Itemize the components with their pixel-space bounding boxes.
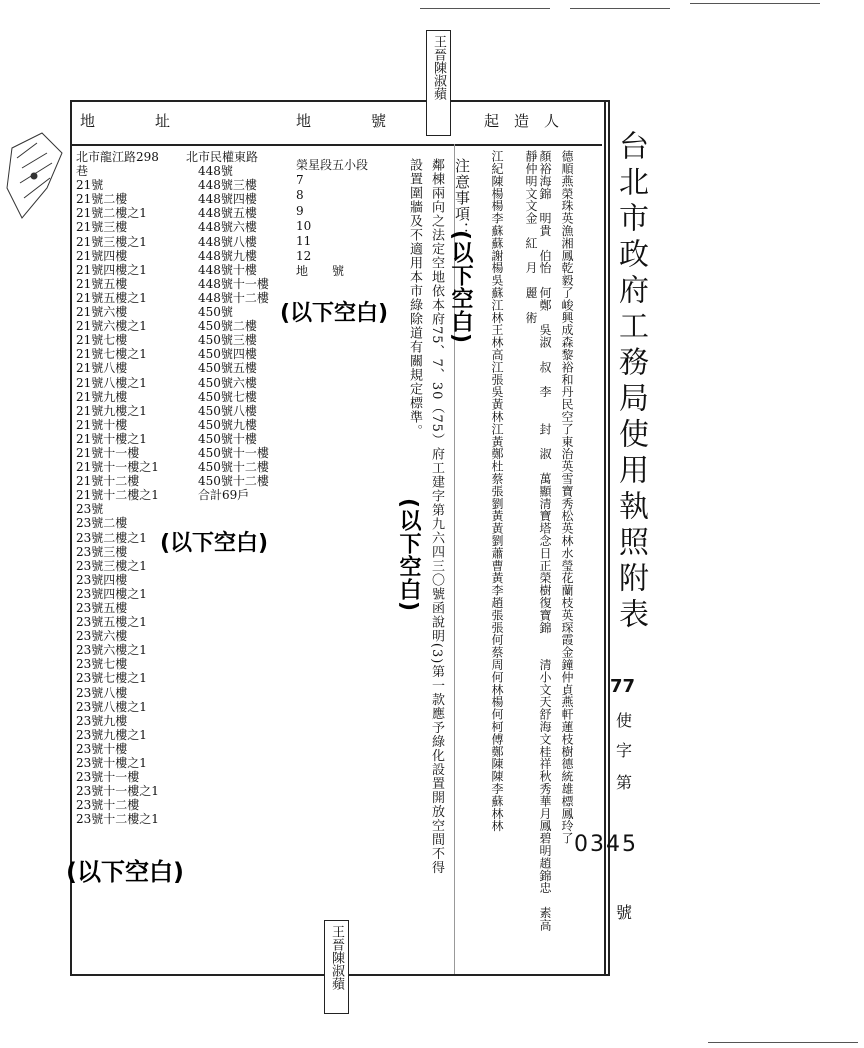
address-row: 450號六樓	[186, 375, 257, 390]
address-row: 21號五樓之1	[76, 290, 147, 305]
address-row: 21號	[76, 178, 104, 193]
address-row: 23號二樓	[76, 516, 128, 531]
notes-line-1: 鄰棟兩向之法定空地依本府75、7、30（75）府工建字第九六四三〇號函說明(3)第一款應予綠化設置開放空間不得	[429, 158, 444, 875]
address-row: 448號三樓	[186, 178, 257, 193]
handwritten-blank-vertical-2: (以下空白)	[396, 498, 421, 613]
permit-hao-word: 號	[616, 903, 633, 922]
address-row: 23號四樓之1	[76, 586, 147, 601]
permit-use-word: 使	[616, 711, 633, 730]
address-list-minquan	[186, 150, 269, 502]
address-row: 23號十二樓	[76, 798, 140, 813]
scan-edge-line	[690, 3, 820, 4]
address-row: 21號六樓	[76, 305, 128, 320]
address-row: 23號八樓	[76, 685, 128, 700]
header-lot-number: 地 號	[296, 112, 387, 130]
land-lot-list	[296, 158, 368, 280]
address-row: 21號二樓	[76, 192, 128, 207]
address-row: 450號	[186, 305, 233, 320]
address-row: 21號十樓之1	[76, 431, 147, 446]
occupant-column-3: 德順燕榮珠英漁湘鳳乾毅了峻興成森黎裕和丹民空了東治英雪寶秀松英林水瑩花蘭枝英琛霞金鐘仲貞燕軒蓮枝樹德統雄標鳳玲了	[560, 150, 574, 845]
address-row: 23號十二樓之1	[76, 812, 159, 827]
lot-row: 7	[296, 173, 304, 188]
name-stamp-top: 王晉陳淑蘋	[426, 30, 451, 136]
permit-zi-word: 字	[616, 741, 633, 760]
address-row: 21號九樓	[76, 389, 128, 404]
occupant-column-1: 江紀陳楊楊李蘇蘇謝楊吳蘇江林王林高江張吳黃林江黃鄭杜蔡張劉黃黃劉蕭曹黃李趙張張何蔡周何林楊何柯傅鄭陳陳李蘇林林	[490, 150, 504, 832]
address-row: 450號九樓	[186, 417, 257, 432]
address-row: 21號二樓之1	[76, 206, 147, 221]
address-row: 23號七樓	[76, 657, 128, 672]
permit-di-word: 第	[616, 773, 633, 792]
address-row: 23號九樓之1	[76, 727, 147, 742]
table-header-row	[72, 100, 602, 146]
address-row: 450號七樓	[186, 389, 257, 404]
address-row: 23號三樓	[76, 544, 128, 559]
header-occupants: 起 造 人	[484, 112, 560, 130]
address-row: 448號五樓	[186, 206, 257, 221]
address-row: 23號七樓之1	[76, 671, 147, 686]
lot-row: 榮星段五小段	[296, 158, 369, 172]
lot-row: 8	[296, 188, 304, 203]
address-row: 23號十樓之1	[76, 756, 147, 771]
address-row: 合計69戶	[186, 488, 250, 503]
document-title: 台北市政府工務局使用執照附表	[613, 130, 648, 634]
corner-seal-imprint	[2, 128, 72, 228]
address-row: 23號九樓	[76, 713, 128, 728]
address-row: 448號六樓	[186, 220, 257, 235]
address-row: 21號九樓之1	[76, 403, 147, 418]
address-row: 448號八樓	[186, 234, 257, 249]
lot-row: 10	[296, 218, 312, 233]
address-row: 450號四樓	[186, 347, 257, 362]
address-row: 21號十二樓	[76, 474, 140, 489]
address-row: 23號八樓之1	[76, 699, 147, 714]
address-row: 21號十一樓	[76, 445, 140, 460]
address-row: 21號十二樓之1	[76, 488, 159, 503]
address-row: 450號十樓	[186, 431, 257, 446]
handwritten-blank-vertical-1: (以下空白)	[448, 230, 473, 345]
header-address: 地 址	[80, 112, 171, 130]
address-row: 21號四樓	[76, 248, 128, 263]
address-row: 21號五樓	[76, 276, 128, 291]
permit-number: 0345	[574, 832, 638, 857]
address-row: 450號五樓	[186, 361, 257, 376]
address-row: 448號	[186, 164, 233, 179]
lot-row: 9	[296, 203, 304, 218]
address-row: 23號五樓	[76, 601, 128, 615]
occupant-column-2: 顏裕海錦 明貴 伯怡 何鄭 吳淑 叔 李 封 淑 萬顯清寶塔念日正榮樹復寶錦 清小文天舒海文桂祥秋秀華月鳳碧明趙錦忠 素高 靜仲明文文金 紅 月 麗 術	[524, 150, 552, 957]
lot-row: 地 號	[296, 264, 345, 279]
address-row: 448號九樓	[186, 248, 257, 263]
address-row: 21號六樓之1	[76, 319, 147, 334]
address-list-longjiang	[76, 150, 159, 827]
scan-edge-line	[708, 1042, 858, 1043]
address-row: 23號十樓	[76, 741, 128, 756]
handwritten-blank-3: (以下空白)	[66, 858, 184, 886]
address-row: 21號三樓之1	[76, 234, 147, 249]
address-row: 448號四樓	[186, 192, 257, 207]
lot-row: 11	[296, 234, 312, 249]
lot-row: 12	[296, 249, 312, 264]
notes-label: 注意事項：	[453, 158, 471, 238]
address-row: 21號八樓	[76, 361, 128, 376]
handwritten-blank-2: (以下空白)	[160, 531, 269, 556]
address-row: 21號十一樓之1	[76, 460, 159, 475]
address-row: 巷	[76, 164, 89, 179]
address-row: 21號七樓之1	[76, 347, 147, 362]
address-row: 23號六樓之1	[76, 643, 147, 658]
address-row: 450號三樓	[186, 333, 257, 348]
address-row: 21號八樓之1	[76, 375, 147, 390]
address-row: 450號八樓	[186, 403, 257, 418]
address-row: 23號二樓之1	[76, 530, 147, 545]
address-row: 21號三樓	[76, 220, 128, 235]
address-row: 21號十樓	[76, 417, 128, 432]
address-row: 450號十二樓	[186, 474, 269, 489]
scan-edge-line	[570, 8, 670, 9]
address-row: 448號十二樓	[186, 290, 269, 305]
address-row: 23號十一樓之1	[76, 784, 159, 799]
address-row: 21號七樓	[76, 333, 128, 348]
address-row: 450號十二樓	[186, 460, 269, 475]
address-row: 北市龍江路298	[76, 150, 159, 164]
name-stamp-bottom: 王晉陳淑蘋	[324, 920, 349, 1014]
address-row: 23號四樓	[76, 572, 128, 587]
address-row: 448號十一樓	[186, 276, 269, 291]
permit-year: 77	[610, 676, 636, 697]
address-row: 448號十樓	[186, 262, 257, 277]
handwritten-blank-1: (以下空白)	[280, 301, 389, 326]
address-row: 23號	[76, 502, 104, 517]
notes-line-2: 設置圍牆及不適用本市綠除道有關規定標準。	[407, 158, 422, 438]
address-row: 450號二樓	[186, 319, 257, 334]
address-row: 21號四樓之1	[76, 262, 147, 277]
address-row: 23號十一樓	[76, 770, 140, 785]
address-row: 北市民權東路	[186, 150, 259, 164]
address-row: 450號十一樓	[186, 445, 269, 460]
address-row: 23號六樓	[76, 629, 128, 644]
address-row: 23號五樓之1	[76, 615, 147, 630]
address-row: 23號三樓之1	[76, 558, 147, 573]
scan-edge-line	[420, 8, 550, 9]
